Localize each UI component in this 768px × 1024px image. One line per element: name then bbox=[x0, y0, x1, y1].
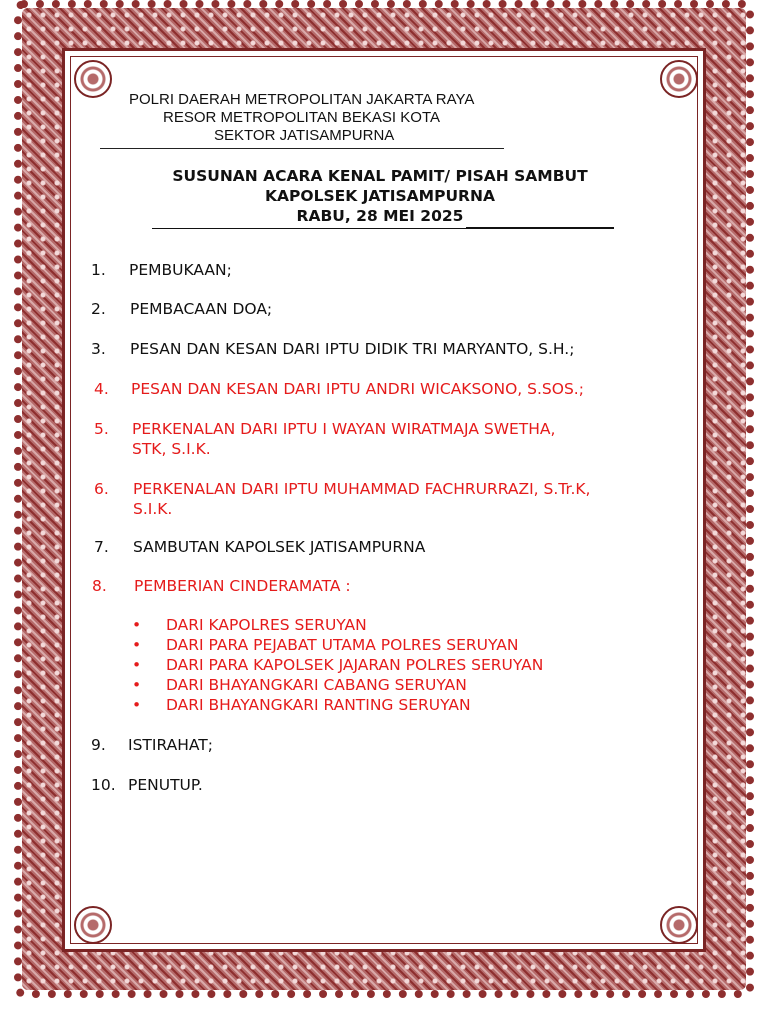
title-date: RABU, 28 MEI 2025 bbox=[296, 207, 464, 225]
agenda-text-continued: S.I.K. bbox=[133, 500, 173, 518]
list-item-text: DARI BHAYANGKARI CABANG SERUYAN bbox=[166, 676, 467, 694]
agenda-number: 2. bbox=[91, 300, 106, 318]
letterhead-line-3: SEKTOR JATISAMPURNA bbox=[214, 127, 395, 144]
agenda-number: 4. bbox=[94, 380, 109, 398]
agenda-number: 1. bbox=[91, 261, 106, 279]
title-underline-thick bbox=[466, 227, 614, 229]
agenda-text: PESAN DAN KESAN DARI IPTU DIDIK TRI MARYANTO, S.H.; bbox=[130, 340, 575, 358]
agenda-number: 8. bbox=[92, 577, 107, 595]
agenda-number: 9. bbox=[91, 736, 106, 754]
agenda-text: PESAN DAN KESAN DARI IPTU ANDRI WICAKSONO, S.SOS.; bbox=[131, 380, 584, 398]
agenda-text-continued: STK, S.I.K. bbox=[132, 440, 211, 458]
agenda-text: SAMBUTAN KAPOLSEK JATISAMPURNA bbox=[133, 538, 426, 556]
list-item-text: DARI PARA KAPOLSEK JAJARAN POLRES SERUYAN bbox=[166, 656, 544, 674]
title-line-1: SUSUNAN ACARA KENAL PAMIT/ PISAH SAMBUT bbox=[172, 167, 588, 185]
agenda-text: PEMBUKAAN; bbox=[129, 261, 232, 279]
agenda-number: 7. bbox=[94, 538, 109, 556]
title-line-2: KAPOLSEK JATISAMPURNA bbox=[265, 187, 495, 205]
letterhead-line-2: RESOR METROPOLITAN BEKASI KOTA bbox=[163, 109, 440, 126]
agenda-text: PEMBACAAN DOA; bbox=[130, 300, 273, 318]
bullet-icon: • bbox=[132, 616, 142, 634]
list-item-text: DARI PARA PEJABAT UTAMA POLRES SERUYAN bbox=[166, 636, 519, 654]
agenda-number: 10. bbox=[91, 776, 116, 794]
agenda-text: PERKENALAN DARI IPTU I WAYAN WIRATMAJA SWETHA, bbox=[132, 420, 556, 438]
agenda-text: PEMBERIAN CINDERAMATA : bbox=[134, 577, 351, 595]
bullet-icon: • bbox=[132, 696, 142, 714]
agenda-text: PERKENALAN DARI IPTU MUHAMMAD FACHRURRAZI, S.Tr.K, bbox=[133, 480, 591, 498]
bullet-icon: • bbox=[132, 636, 142, 654]
document-title bbox=[110, 166, 650, 226]
agenda-number: 3. bbox=[91, 340, 106, 358]
agenda-number: 6. bbox=[94, 480, 109, 498]
letterhead-underline bbox=[100, 148, 504, 149]
letterhead-line-1: POLRI DAERAH METROPOLITAN JAKARTA RAYA bbox=[129, 91, 475, 108]
list-item-text: DARI BHAYANGKARI RANTING SERUYAN bbox=[166, 696, 471, 714]
agenda-text: ISTIRAHAT; bbox=[128, 736, 213, 754]
bullet-icon: • bbox=[132, 656, 142, 674]
agenda-text: PENUTUP. bbox=[128, 776, 203, 794]
letterhead bbox=[100, 91, 505, 145]
list-item-text: DARI KAPOLRES SERUYAN bbox=[166, 616, 367, 634]
agenda-number: 5. bbox=[94, 420, 109, 438]
bullet-icon: • bbox=[132, 676, 142, 694]
